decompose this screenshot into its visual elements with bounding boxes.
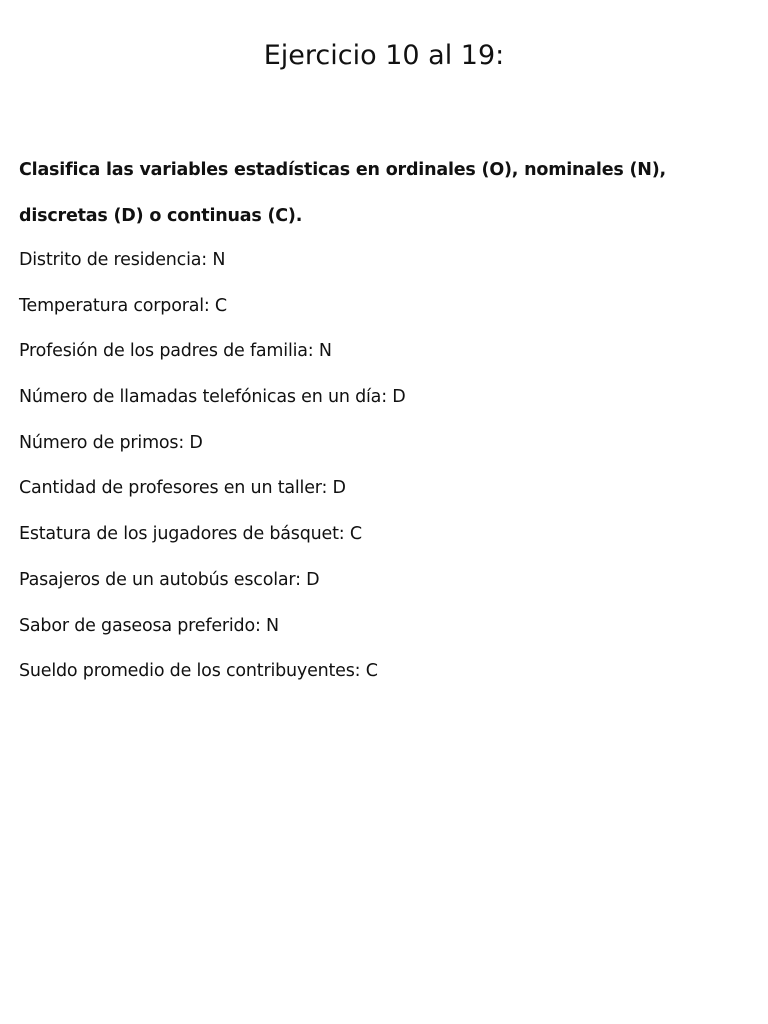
list-item: Sabor de gaseosa preferido: N bbox=[19, 615, 279, 636]
list-item: Pasajeros de un autobús escolar: D bbox=[19, 569, 320, 590]
list-item: Número de llamadas telefónicas en un día: D bbox=[19, 387, 406, 408]
list-item: Estatura de los jugadores de básquet: C bbox=[19, 524, 362, 545]
list-item: Sueldo promedio de los contribuyentes: C bbox=[19, 661, 378, 682]
list-item: Distrito de residencia: N bbox=[19, 250, 226, 270]
exercise-instruction: Clasifica las variables estadísticas en ordinales (O), nominales (N), discretas (D) o continuas (C). bbox=[19, 160, 666, 226]
list-item: Número de primos: D bbox=[19, 432, 203, 453]
list-item: Profesión de los padres de familia: N bbox=[19, 341, 332, 362]
list-item: Temperatura corporal: C bbox=[19, 295, 227, 316]
list-item: Cantidad de profesores en un taller: D bbox=[19, 478, 346, 499]
page-title: Ejercicio 10 al 19: bbox=[263, 40, 505, 71]
answer-list bbox=[19, 238, 754, 695]
